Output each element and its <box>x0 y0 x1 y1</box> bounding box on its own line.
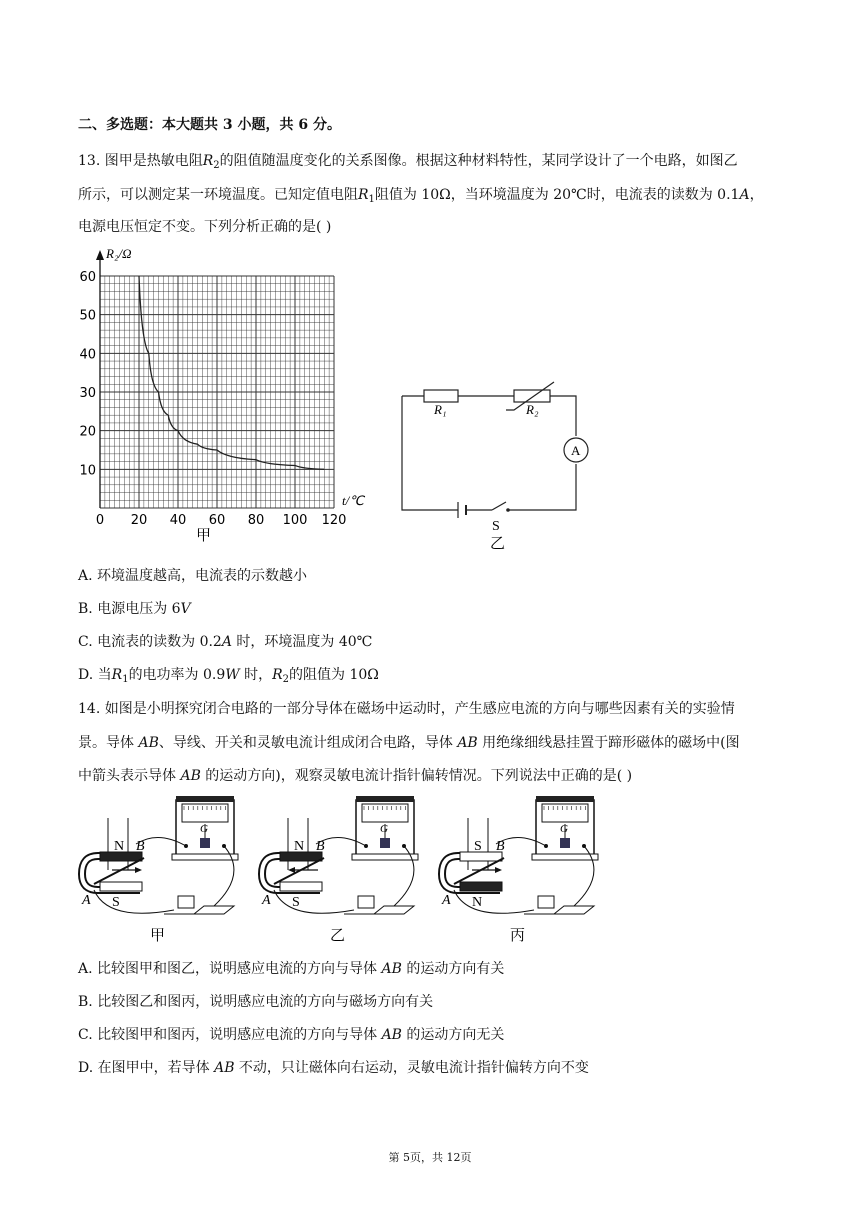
q13-line1: 13. 图甲是热敏电阻$R_2$的阻值随温度变化的关系图像。根据这种材料特性，某同学设计了一个电路，如图乙 <box>78 153 738 171</box>
end-b-label: B <box>496 839 505 854</box>
switch-lever <box>178 896 194 908</box>
bottom-pole-label: N <box>472 895 483 910</box>
x-tick-label: 100 <box>282 513 308 528</box>
x-tick-label: 20 <box>130 513 148 528</box>
circuit-caption: 乙 <box>490 534 506 550</box>
r1-resistor <box>424 390 458 402</box>
switch-base <box>524 906 594 914</box>
figure-caption: 丙 <box>510 926 526 944</box>
y-axis-arrow <box>96 250 104 260</box>
ammeter-label: A <box>571 443 581 458</box>
q13-option-b: B. 电源电压为 6V <box>78 601 191 617</box>
motion-arrowhead <box>288 867 295 873</box>
chart-ylabel: R₂/Ω <box>106 246 132 261</box>
end-b-label: B <box>136 839 145 854</box>
galvanometer-top <box>536 796 594 802</box>
chart-xlabel: t/℃ <box>342 493 364 508</box>
bottom-pole-label: S <box>112 895 120 910</box>
switch-base <box>344 906 414 914</box>
galvanometer-label: G <box>560 823 568 835</box>
galvanometer-core <box>380 838 390 848</box>
magnet-bottom-arm <box>100 882 142 891</box>
galvanometer-core <box>200 838 210 848</box>
magnet-bottom-arm <box>460 882 502 891</box>
galvanometer-top <box>176 796 234 802</box>
thermistor-chart <box>74 240 384 550</box>
q13-option-c: C. 电流表的读数为 0.2A 时，环境温度为 40℃ <box>78 634 373 650</box>
top-pole-label: S <box>474 839 482 854</box>
x-tick-label: 80 <box>247 513 265 528</box>
q14-option-d: D. 在图甲中，若导体 AB 不动，只让磁体向右运动，灵敏电流计指针偏转方向不变 <box>78 1060 589 1076</box>
y-tick-label: 40 <box>79 347 96 363</box>
q14-option-c: C. 比较图甲和图丙，说明感应电流的方向与导体 AB 的运动方向无关 <box>78 1027 505 1043</box>
end-b-label: B <box>316 839 325 854</box>
q13-line2: 所示，可以测定某一环境温度。已知定值电阻$R_1$阻值为 10Ω，当环境温度为 20℃时，电流表的读数为 0.1A， <box>78 187 764 205</box>
circuit-diagram <box>396 380 596 550</box>
top-pole-label: N <box>114 839 125 854</box>
motion-arrowhead <box>495 867 502 873</box>
y-tick-label: 20 <box>79 424 96 440</box>
experiment-figure <box>81 796 238 944</box>
galvanometer-base <box>172 854 238 860</box>
end-a-label: A <box>82 893 91 908</box>
q14-line3: 中箭头表示导体 AB 的运动方向)，观察灵敏电流计指针偏转情况。下列说法中正确的是( ) <box>78 768 633 784</box>
r2-thermistor <box>514 390 550 402</box>
figure-caption: 甲 <box>150 926 166 944</box>
switch-base <box>164 906 234 914</box>
galvanometer-label: G <box>200 823 208 835</box>
page-footer: 第 5页，共 12页 <box>388 1151 472 1164</box>
section-heading: 二、多选题：本大题共 3 小题，共 6 分。 <box>78 117 341 133</box>
switch-label: S <box>492 519 500 534</box>
x-tick-label: 120 <box>321 513 347 528</box>
y-tick-label: 50 <box>79 308 96 324</box>
galvanometer-top <box>356 796 414 802</box>
galvanometer-base <box>532 854 598 860</box>
y-tick-label: 60 <box>79 270 96 285</box>
end-a-label: A <box>442 893 451 908</box>
bottom-pole-label: S <box>292 895 300 910</box>
q13-option-d: D. 当$R_1$的电功率为 0.9W 时，$R_2$的阻值为 10Ω <box>78 667 379 685</box>
top-pole-label: N <box>294 839 305 854</box>
r2-label: R₂ <box>526 402 539 417</box>
end-a-label: A <box>262 893 271 908</box>
y-tick-label: 10 <box>79 463 96 479</box>
r1-label: R₁ <box>434 402 447 417</box>
conductor-ab <box>274 858 324 884</box>
induction-experiment-figures <box>78 794 618 944</box>
chart-grid <box>100 276 334 508</box>
y-tick-label: 30 <box>79 386 96 401</box>
galvanometer-core <box>560 838 570 848</box>
x-tick-label: 0 <box>95 513 105 528</box>
switch-lever <box>358 896 374 908</box>
q13-option-a: A. 环境温度越高，电流表的示数越小 <box>78 568 308 584</box>
chart-caption: 甲 <box>196 526 212 544</box>
q14-line1: 14. 如图是小明探究闭合电路的一部分导体在磁场中运动时，产生感应电流的方向与哪些因素有关的实验情 <box>78 701 735 717</box>
galvanometer-label: G <box>380 823 388 835</box>
x-tick-label: 60 <box>208 513 226 528</box>
experiment-figure <box>441 796 598 944</box>
motion-arrowhead <box>135 867 142 873</box>
x-tick-label: 40 <box>169 513 187 528</box>
q14-option-b: B. 比较图乙和图丙，说明感应电流的方向与磁场方向有关 <box>78 994 434 1010</box>
q14-line2: 景。导体 AB、导线、开关和灵敏电流计组成闭合电路，导体 AB 用绝缘细线悬挂置于蹄形磁体的磁场中(图 <box>78 735 740 751</box>
figure-caption: 乙 <box>330 926 346 944</box>
galvanometer-base <box>352 854 418 860</box>
experiment-figure <box>261 796 418 944</box>
q13-line3: 电源电压恒定不变。下列分析正确的是( ) <box>78 219 332 235</box>
q14-option-a: A. 比较图甲和图乙，说明感应电流的方向与导体 AB 的运动方向有关 <box>78 961 505 977</box>
switch-contact <box>506 508 510 512</box>
magnet-bottom-arm <box>280 882 322 891</box>
switch-lever <box>538 896 554 908</box>
